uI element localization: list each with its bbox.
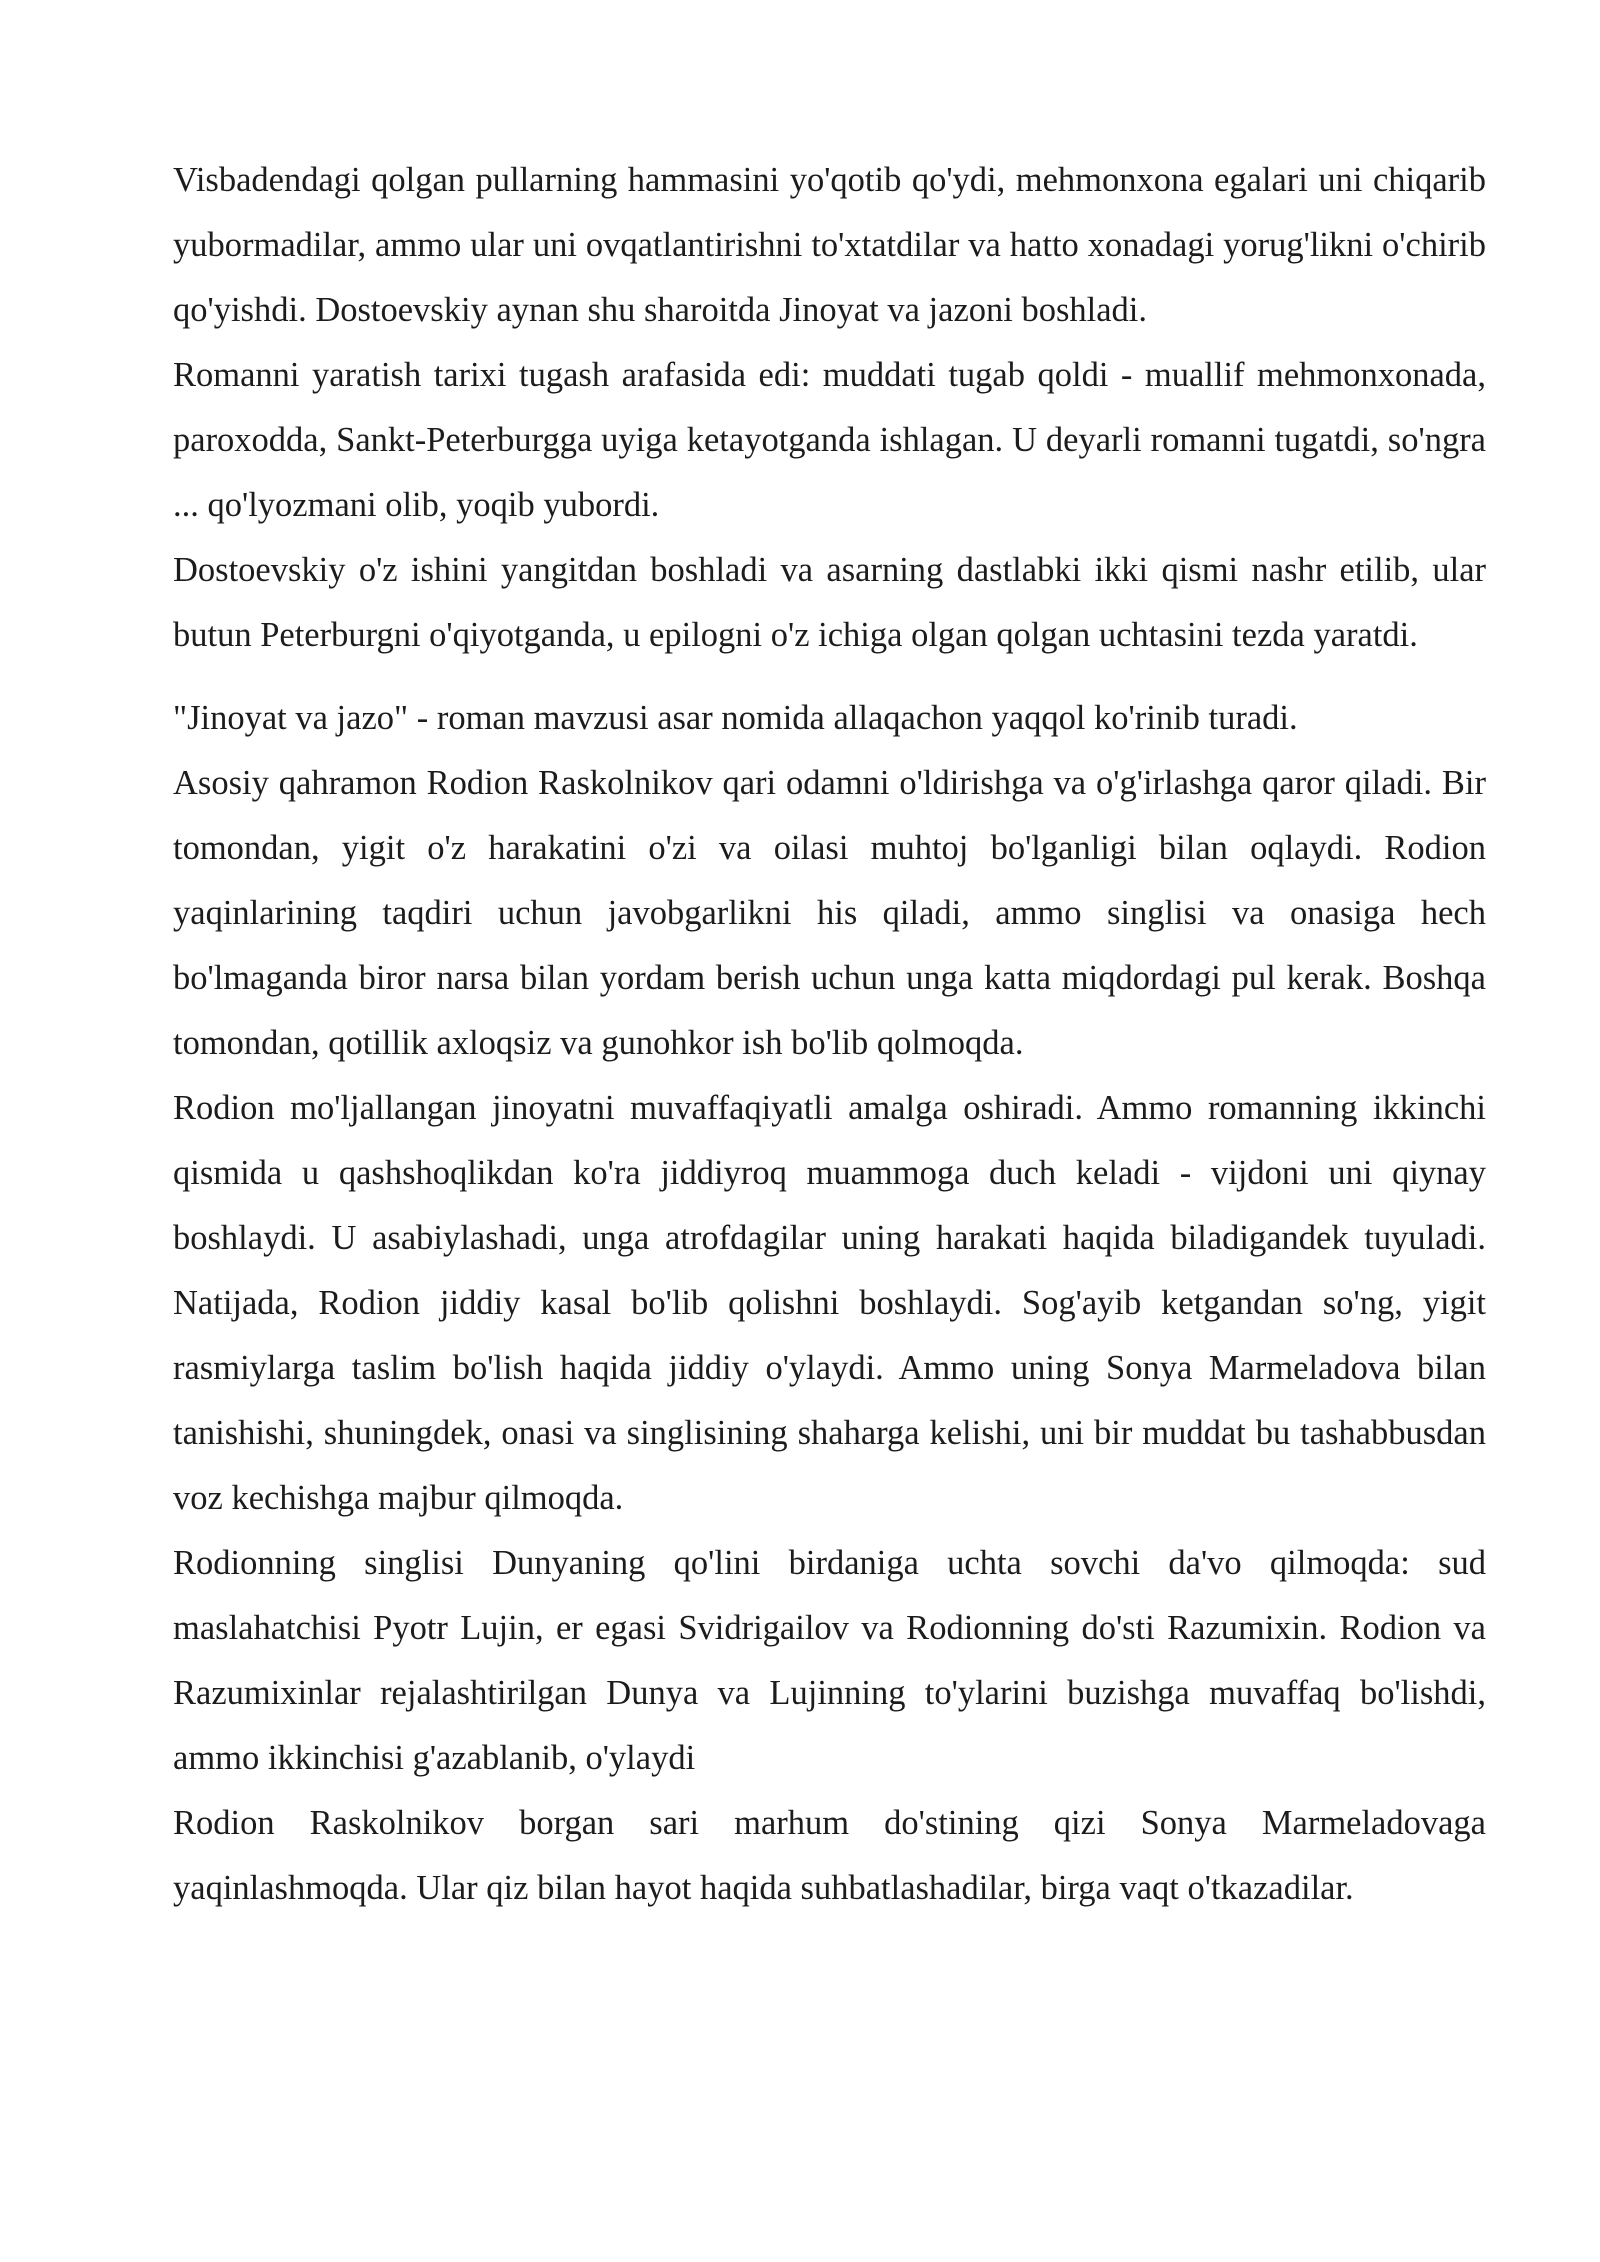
paragraph-1: Visbadendagi qolgan pullarning hammasini yo'qotib qo'ydi, mehmonxona egalari uni chiqarib yubormadilar, ammo ular uni ovqatlantirishni to'xtatdilar va hatto xonadagi yorug'likni o'chirib qo'yishdi. Dostoevskiy aynan shu sharoitda Jinoyat va jazoni boshladi.	[173, 161, 1486, 329]
paragraph-6: Rodion mo'ljallangan jinoyatni muvaffaqiyatli amalga oshiradi. Ammo romanning ikkinchi qismida u qashshoqlikdan ko'ra jiddiyroq muammoga duch keladi - vijdoni uni qiynay boshlaydi. U asabiylashadi, unga atrofdagilar uning harakati haqida biladigandek tuyuladi. Natijada, Rodion jiddiy kasal bo'lib qolishni boshlaydi. Sog'ayib ketgandan so'ng, yigit rasmiylarga taslim bo'lish haqida jiddiy o'ylaydi. Ammo uning Sonya Marmeladova bilan tanishishi, shuningdek, onasi va singlisining shaharga kelishi, uni bir muddat bu tashabbusdan voz kechishga majbur qilmoqda.	[173, 1089, 1486, 1517]
paragraph-2: Romanni yaratish tarixi tugash arafasida edi: muddati tugab qoldi - muallif mehmonxonada, paroxodda, Sankt-Peterburgga uyiga ketayotganda ishlagan. U deyarli romanni tugatdi, so'ngra ... qo'lyozmani olib, yoqib yubordi.	[173, 356, 1486, 524]
paragraph-8: Rodion Raskolnikov borgan sari marhum do'stining qizi Sonya Marmeladovaga yaqinlashmoqda. Ular qiz bilan hayot haqida suhbatlashadilar, birga vaqt o'tkazadilar.	[173, 1804, 1486, 1907]
paragraph-7: Rodionning singlisi Dunyaning qo'lini birdaniga uchta sovchi da'vo qilmoqda: sud maslahatchisi Pyotr Lujin, er egasi Svidrigailov va Rodionning do'sti Razumixin. Rodion va Razumixinlar rejalashtirilgan Dunya va Lujinning to'ylarini buzishga muvaffaq bo'lishdi, ammo ikkinchisi g'azablanib, o'ylaydi	[173, 1544, 1486, 1777]
document-body	[173, 148, 1486, 1921]
paragraph-3: Dostoevskiy o'z ishini yangitdan boshladi va asarning dastlabki ikki qismi nashr etilib, ular butun Peterburgni o'qiyotganda, u epilogni o'z ichiga olgan qolgan uchtasini tezda yaratdi.	[173, 551, 1486, 654]
paragraph-5: Asosiy qahramon Rodion Raskolnikov qari odamni o'ldirishga va o'g'irlashga qaror qiladi. Bir tomondan, yigit o'z harakatini o'zi va oilasi muhtoj bo'lganligi bilan oqlaydi. Rodion yaqinlarining taqdiri uchun javobgarlikni his qiladi, ammo singlisi va onasiga hech bo'lmaganda biror narsa bilan yordam berish uchun unga katta miqdordagi pul kerak. Boshqa tomondan, qotillik axloqsiz va gunohkor ish bo'lib qolmoqda.	[173, 764, 1486, 1062]
paragraph-4: "Jinoyat va jazo" - roman mavzusi asar nomida allaqachon yaqqol ko'rinib turadi.	[173, 699, 1298, 737]
